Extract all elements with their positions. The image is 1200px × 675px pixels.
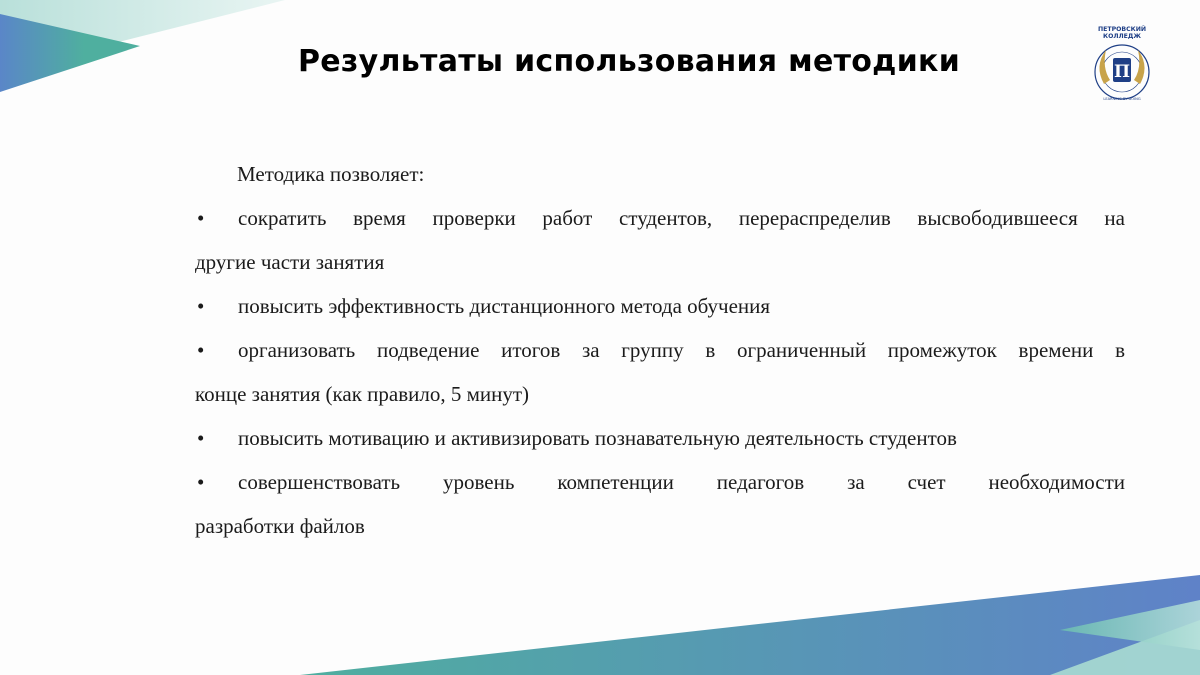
- logo-top-text: ПЕТРОВСКИЙ: [1097, 26, 1147, 33]
- list-item: [195, 416, 1125, 460]
- list-item-continuation: разработки файлов: [195, 514, 365, 538]
- list-item-text: сократить время проверки работ студентов, перераспределив высвободившееся на: [238, 206, 1125, 230]
- list-item-text: организовать подведение итогов за группу в ограниченный промежуток времени в: [238, 338, 1125, 362]
- slide-title: Результаты использования методики: [297, 44, 961, 79]
- bottom-right-accent-triangle: [1060, 600, 1200, 650]
- bullet-icon: •: [197, 470, 205, 494]
- bottom-right-blue-triangle: [300, 575, 1200, 675]
- list-item-text: повысить эффективность дистанционного метода обучения: [238, 294, 771, 318]
- slide-content: [195, 152, 1125, 548]
- intro-text: Методика позволяет:: [237, 162, 425, 186]
- list-item-text: совершенствовать уровень компетенции педагогов за счет необходимости: [238, 470, 1125, 494]
- list-item: [195, 196, 1125, 240]
- list-item: [195, 460, 1125, 504]
- college-logo: [1084, 22, 1160, 106]
- svg-text:LEARNING BY DOING: LEARNING BY DOING: [1103, 97, 1141, 101]
- list-item-continuation: другие части занятия: [195, 250, 385, 274]
- bullet-list: [195, 196, 1125, 548]
- bullet-icon: •: [197, 206, 205, 230]
- svg-text:КОЛЛЕДЖ: КОЛЛЕДЖ: [1103, 33, 1141, 40]
- list-item: [195, 328, 1125, 372]
- bullet-icon: •: [197, 338, 205, 362]
- bullet-icon: •: [197, 294, 205, 318]
- bullet-icon: •: [197, 426, 205, 450]
- list-item-continuation: конце занятия (как правило, 5 минут): [195, 382, 530, 406]
- list-item-text: повысить мотивацию и активизировать познавательную деятельность студентов: [238, 426, 957, 450]
- list-item: [195, 284, 1125, 328]
- bottom-right-light-triangle: [1050, 620, 1200, 675]
- logo-emblem-letter: П: [1113, 62, 1131, 82]
